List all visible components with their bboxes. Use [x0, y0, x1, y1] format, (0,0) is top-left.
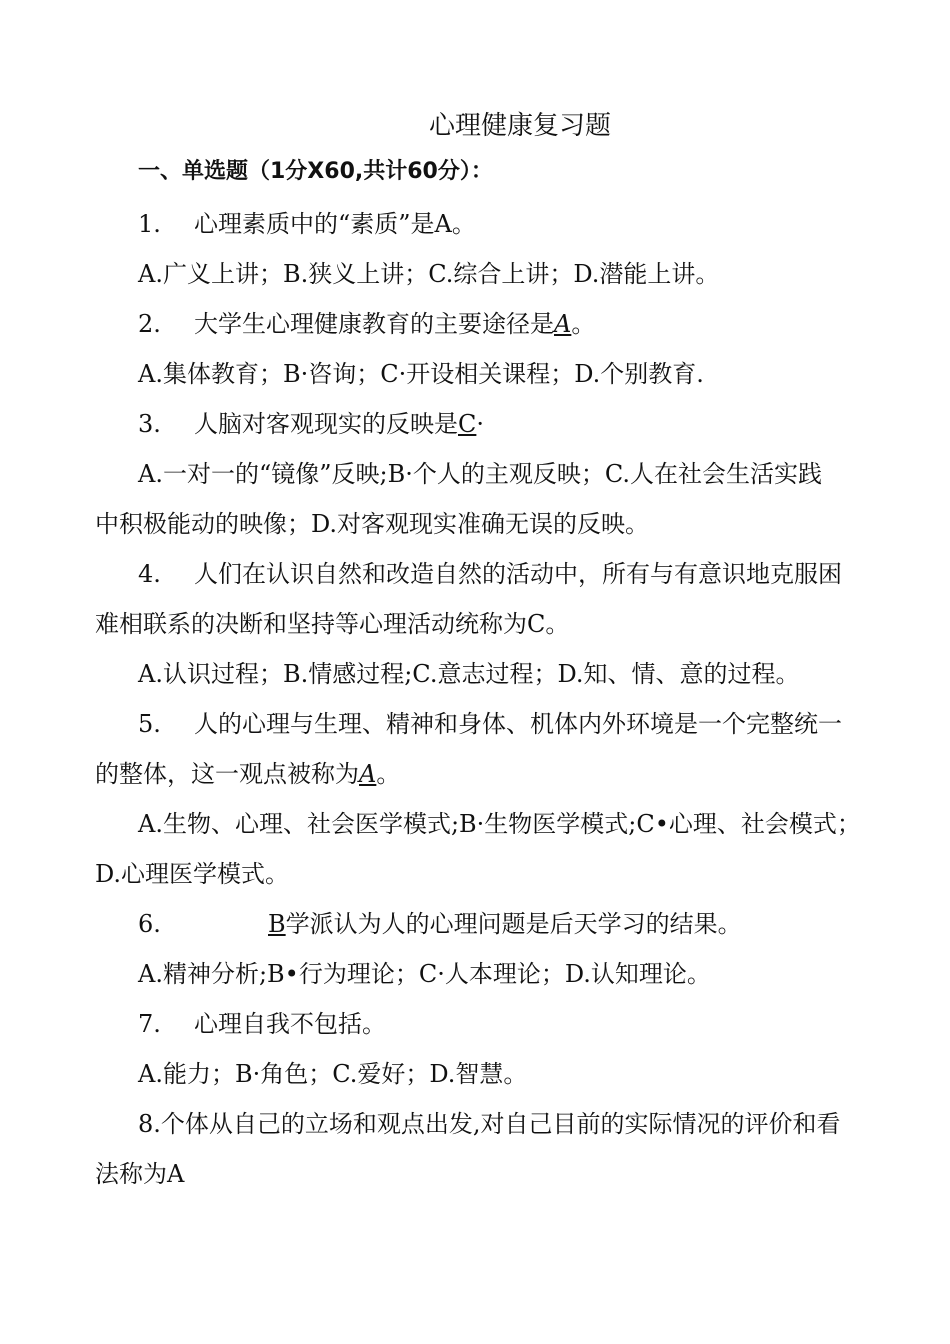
question-4-options: A.认识过程；B.情感过程;C.意志过程；D.知、情、意的过程。 [138, 660, 800, 688]
answer-mark: B [268, 910, 286, 938]
question-5-stem-line-2 [95, 757, 910, 791]
answer-mark: C [458, 410, 477, 438]
question-text: 心理自我不包括。 [194, 1010, 386, 1038]
question-number: 3. [138, 410, 161, 438]
question-8-stem-line-2: 法称为A [95, 1160, 185, 1188]
question-text-end: 。 [571, 310, 596, 338]
question-text: 学派认为人的心理问题是后天学习的结果。 [285, 910, 742, 938]
question-text-end: 。 [376, 760, 401, 788]
question-1-options: A.广义上讲；B.狭义上讲；C.综合上讲；D.潜能上讲。 [138, 260, 720, 288]
question-3-stem [138, 407, 910, 441]
question-2-options: A.集体教育；B·咨询；C·开设相关课程；D.个别教育. [138, 360, 704, 388]
question-7-stem [138, 1007, 910, 1041]
answer-mark: A [554, 310, 572, 338]
answer-mark: A [359, 760, 377, 788]
question-text: 心理素质中的“素质”是A。 [194, 210, 476, 238]
question-text: 人们在认识自然和改造自然的活动中，所有与有意识地克服困 [194, 560, 842, 588]
question-6-stem [138, 907, 910, 941]
section-heading: 一、单选题（1分X60,共计60分）： [138, 159, 493, 184]
question-4-stem-line-2: 难相联系的决断和坚持等心理活动统称为C。 [95, 610, 570, 638]
question-8-stem [138, 1107, 910, 1141]
question-4-stem [138, 557, 910, 591]
question-number: 4. [138, 560, 161, 588]
question-text: 的整体，这一观点被称为 [95, 760, 359, 788]
question-number: 5. [138, 710, 161, 738]
question-1-stem [138, 207, 910, 241]
document-title: 心理健康复习题 [428, 111, 611, 141]
question-number: 8. [138, 1110, 161, 1138]
question-text: 人的心理与生理、精神和身体、机体内外环境是一个完整统一 [194, 710, 842, 738]
question-text: 人脑对客观现实的反映是 [194, 410, 458, 438]
question-text: 大学生心理健康教育的主要途径是 [194, 310, 554, 338]
question-3-options-line-1: A.一对一的“镜像”反映;B·个人的主观反映；C.人在社会生活实践 [138, 460, 822, 488]
question-6-options: A.精神分析;B•行为理论；C·人本理论；D.认知理论。 [138, 960, 711, 988]
question-5-options-line-1: A.生物、心理、社会医学模式;B·生物医学模式;C•心理、社会模式； [138, 810, 861, 838]
question-3-options-line-2: 中积极能动的映像；D.对客观现实准确无误的反映。 [95, 510, 650, 538]
question-number: 6. [138, 910, 161, 938]
question-text: 个体从自己的立场和观点出发,对自己目前的实际情况的评价和看 [160, 1110, 841, 1138]
question-number: 1. [138, 210, 161, 238]
question-5-stem [138, 707, 910, 741]
question-number: 7. [138, 1010, 161, 1038]
question-number: 2. [138, 310, 161, 338]
question-5-options-line-2: D.心理医学模式。 [95, 860, 290, 888]
question-2-stem [138, 307, 910, 341]
question-text-end: · [476, 410, 485, 438]
question-7-options: A.能力；B·角色；C.爱好；D.智慧。 [138, 1060, 528, 1088]
